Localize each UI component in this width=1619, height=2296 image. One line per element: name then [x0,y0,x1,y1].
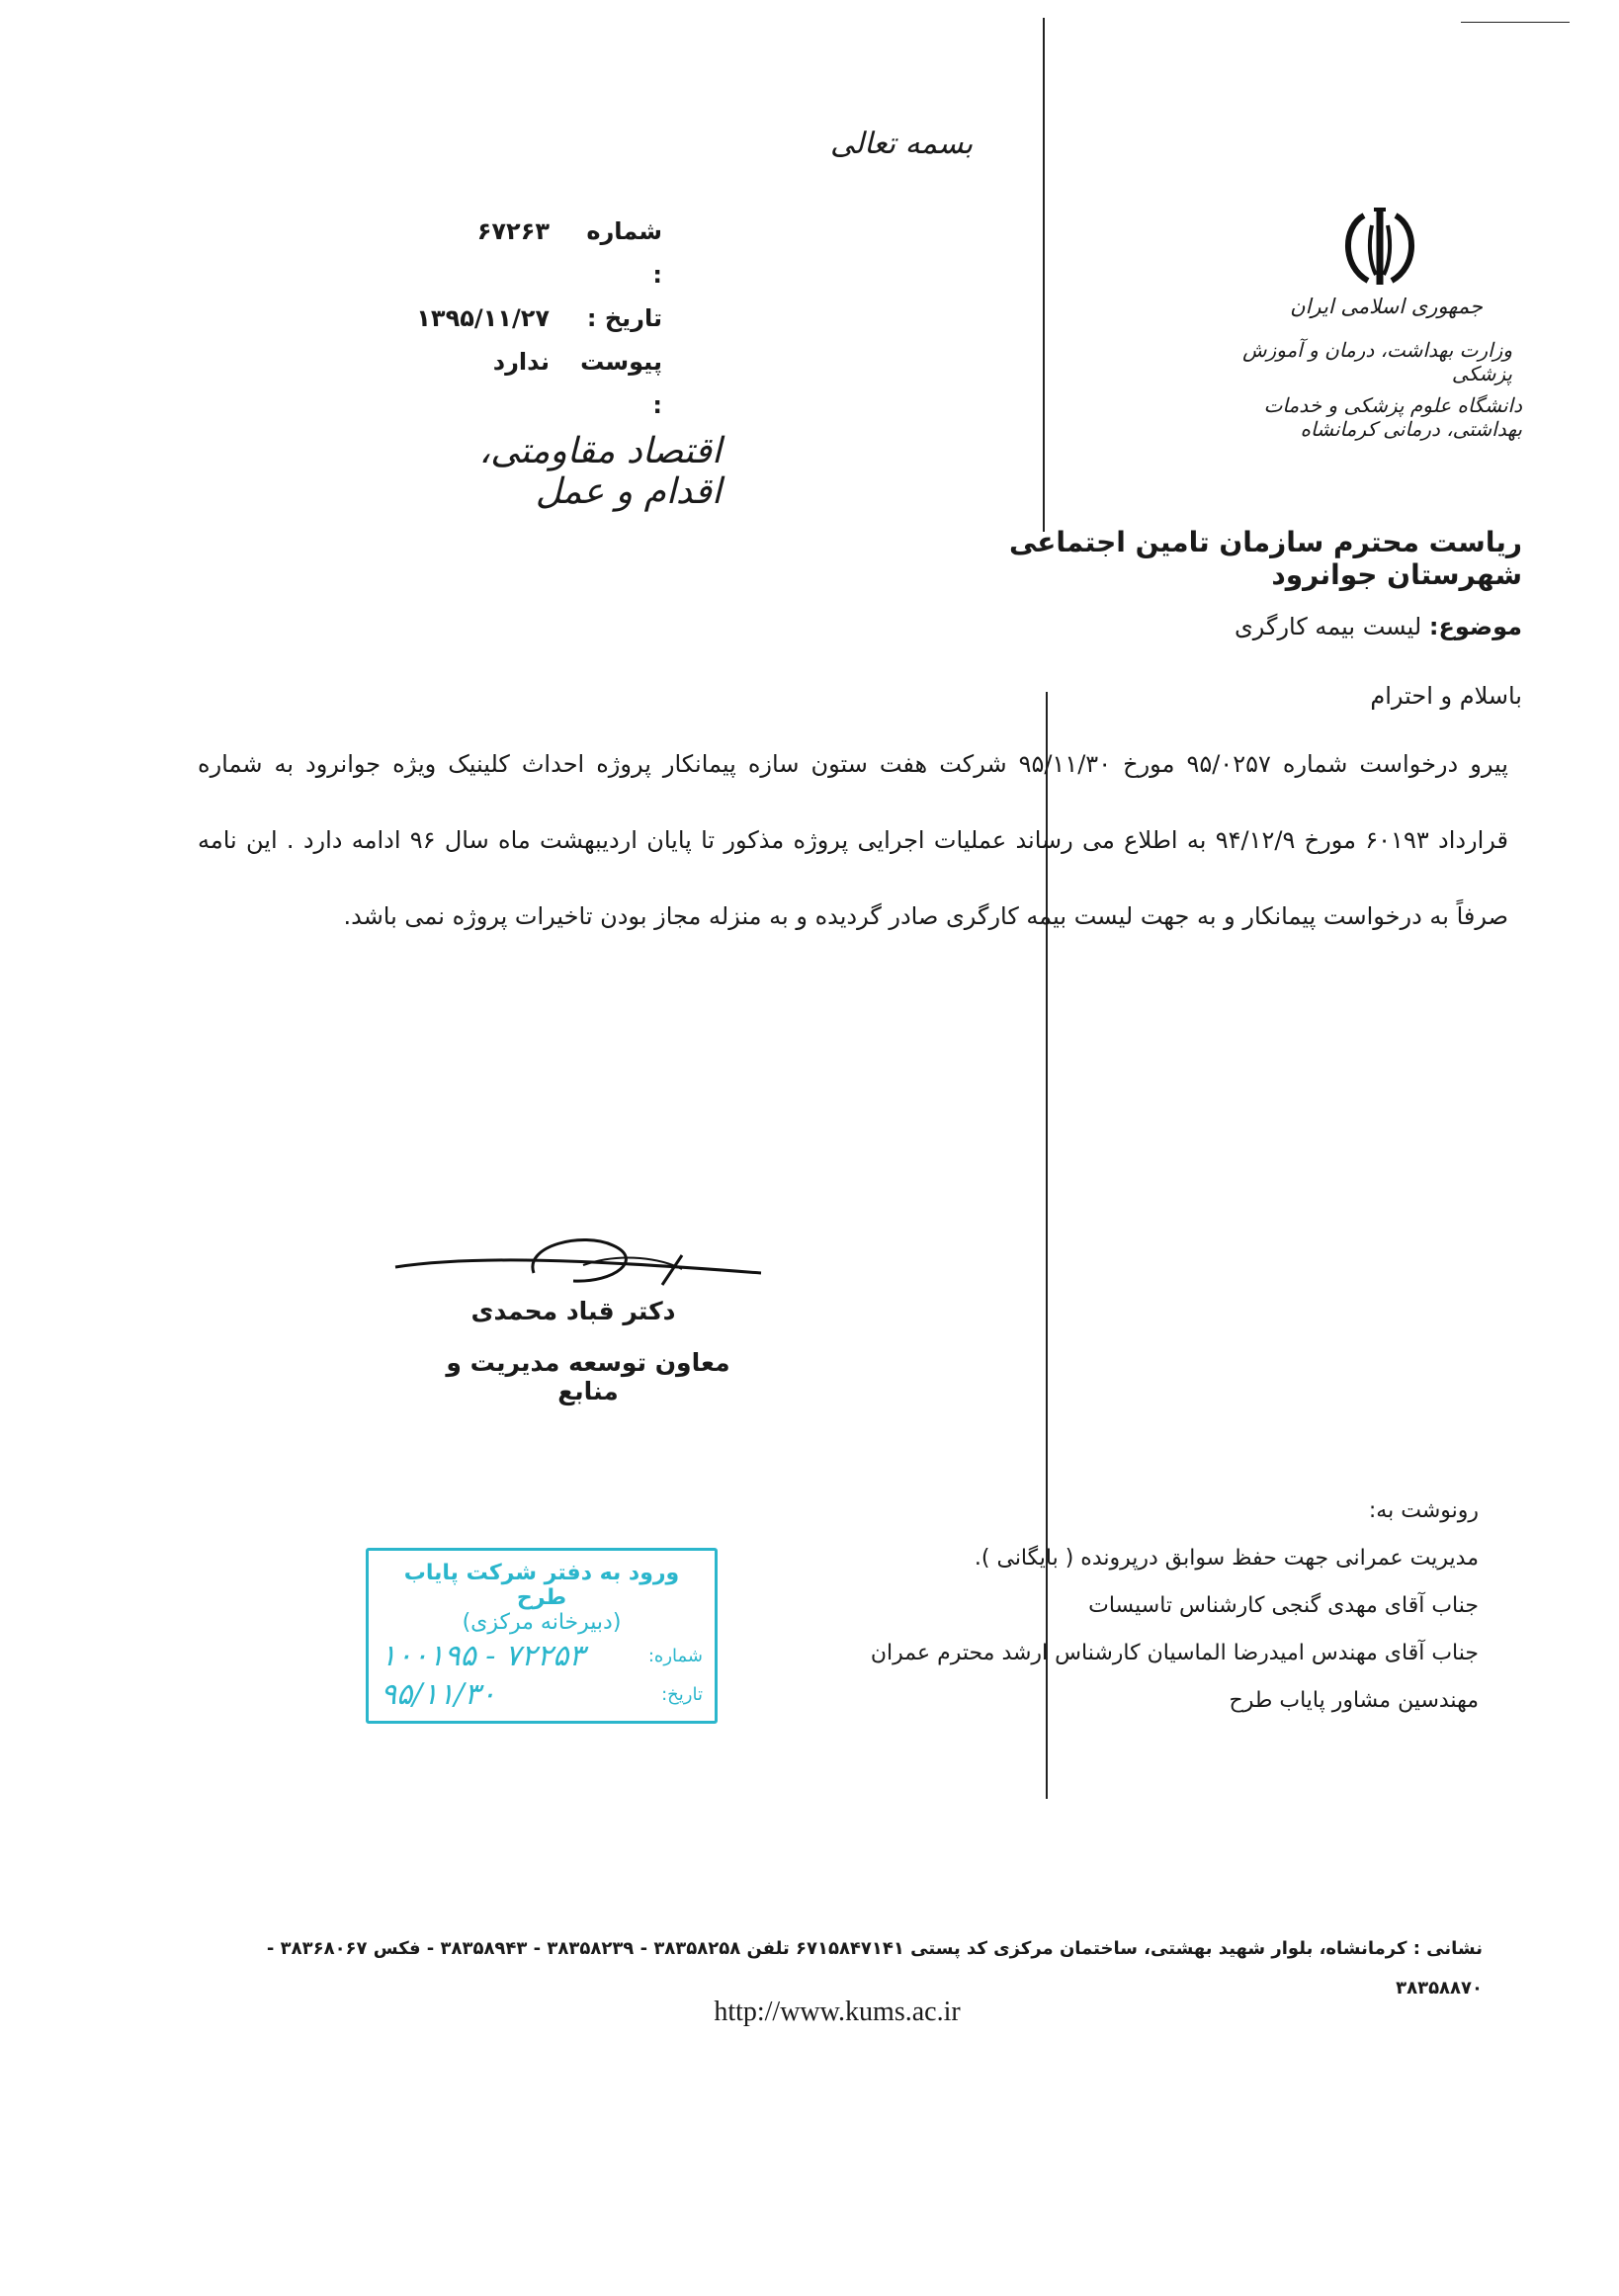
cc-item: مدیریت عمرانی جهت حفظ سوابق درپرونده ( بایگانی ). [974,1546,1479,1571]
meta-label: تاریخ : [586,304,662,332]
stamp-number-label: شماره: [647,1646,703,1666]
stamp-title: ورود به دفتر شرکت پایاب طرح [403,1561,680,1610]
incoming-stamp [366,1548,718,1724]
university-name: دانشگاه علوم پزشکی و خدمات بهداشتی، درمانی کرمانشاه [1263,393,1522,441]
cc-heading: رونوشت به: [1368,1498,1479,1523]
footer-url[interactable]: http://www.kums.ac.ir [714,1997,961,2027]
slogan: اقتصاد مقاومتی، اقدام و عمل [478,431,722,512]
stamp-subtitle: (دبیرخانه مرکزی) [462,1610,622,1635]
meta-label: شماره : [586,217,662,289]
meta-value: ۱۳۹۵/۱۱/۲۷ [416,304,550,332]
cc-section [850,1488,1479,1725]
meta-attachment [376,340,662,427]
recipient: ریاست محترم سازمان تامین اجتماعی شهرستان جوانرود [1008,526,1522,591]
bismillah: بسمه تعالی [830,127,974,161]
stamp-date-row [381,1677,703,1712]
stamp-date-value: ۹۵/۱۱/۳۰ [381,1677,496,1712]
letter-meta [376,210,662,427]
iran-emblem-icon [1324,206,1435,295]
meta-value: ۶۷۲۶۳ [476,217,550,245]
stamp-number-value: ۷۲۲۵۳ - ۱۰۰۱۹۵ [381,1639,585,1673]
greeting: باسلام و احترام [1370,682,1522,710]
scan-line [1461,22,1570,23]
country-name: جمهوری اسلامی ایران [1290,295,1483,318]
meta-value: ندارد [492,348,550,376]
footer-address: نشانی : کرمانشاه، بلوار شهید بهشتی، ساختمان مرکزی کد پستی ۶۷۱۵۸۴۷۱۴۱ تلفن ۳۸۳۵۸۲۵۸ - ۳۸۳۵۸۲۳۹ - ۳۸۳۵۸۹۴۳ - فکس ۳۸۳۶۸۰۶۷ - ۳۸۳۵۸۸۷۰ [266,1938,1483,1998]
ministry-name: وزارت بهداشت، درمان و آموزش پزشکی [1242,338,1512,385]
meta-number [376,210,662,297]
signer-name: دکتر قباد محمدی [470,1297,676,1325]
signer-title: معاون توسعه مدیریت و منابع [446,1348,730,1405]
meta-date [376,297,662,340]
scan-line [1043,18,1045,532]
cc-item: مهندسین مشاور پایاب طرح [1229,1688,1479,1713]
cc-list [850,1535,1479,1725]
cc-item: جناب آقای مهندس امیدرضا الماسیان کارشناس ارشد محترم عمران [870,1641,1479,1665]
stamp-number-row [381,1639,703,1673]
letter-body: پیرو درخواست شماره ۹۵/۰۲۵۷ مورخ ۹۵/۱۱/۳۰ شرکت هفت ستون سازه پیمانکار پروژه احداث کلینیک ویژه جوانرود به شماره قرارداد ۶۰۱۹۳ مورخ ۹۴/۱۲/۹ به اطلاع می رساند عملیات اجرایی پروژه مذکور تا پایان اردیبهشت ماه سال ۹۶ ادامه دارد . این نامه صرفاً به درخواست پیمانکار و به جهت لیست بیمه کارگری صادر گردیده و به منزله مجاز بودن تاخیرات پروژه نمی باشد. [198,750,1509,930]
cc-item: جناب آقای مهدی گنجی کارشناس تاسیسات [1088,1593,1479,1618]
subject-value: لیست بیمه کارگری [1234,613,1422,640]
subject-line [988,613,1522,640]
subject-label: موضوع: [1428,613,1522,640]
stamp-date-label: تاریخ: [661,1684,703,1705]
meta-label: پیوست : [580,348,662,419]
